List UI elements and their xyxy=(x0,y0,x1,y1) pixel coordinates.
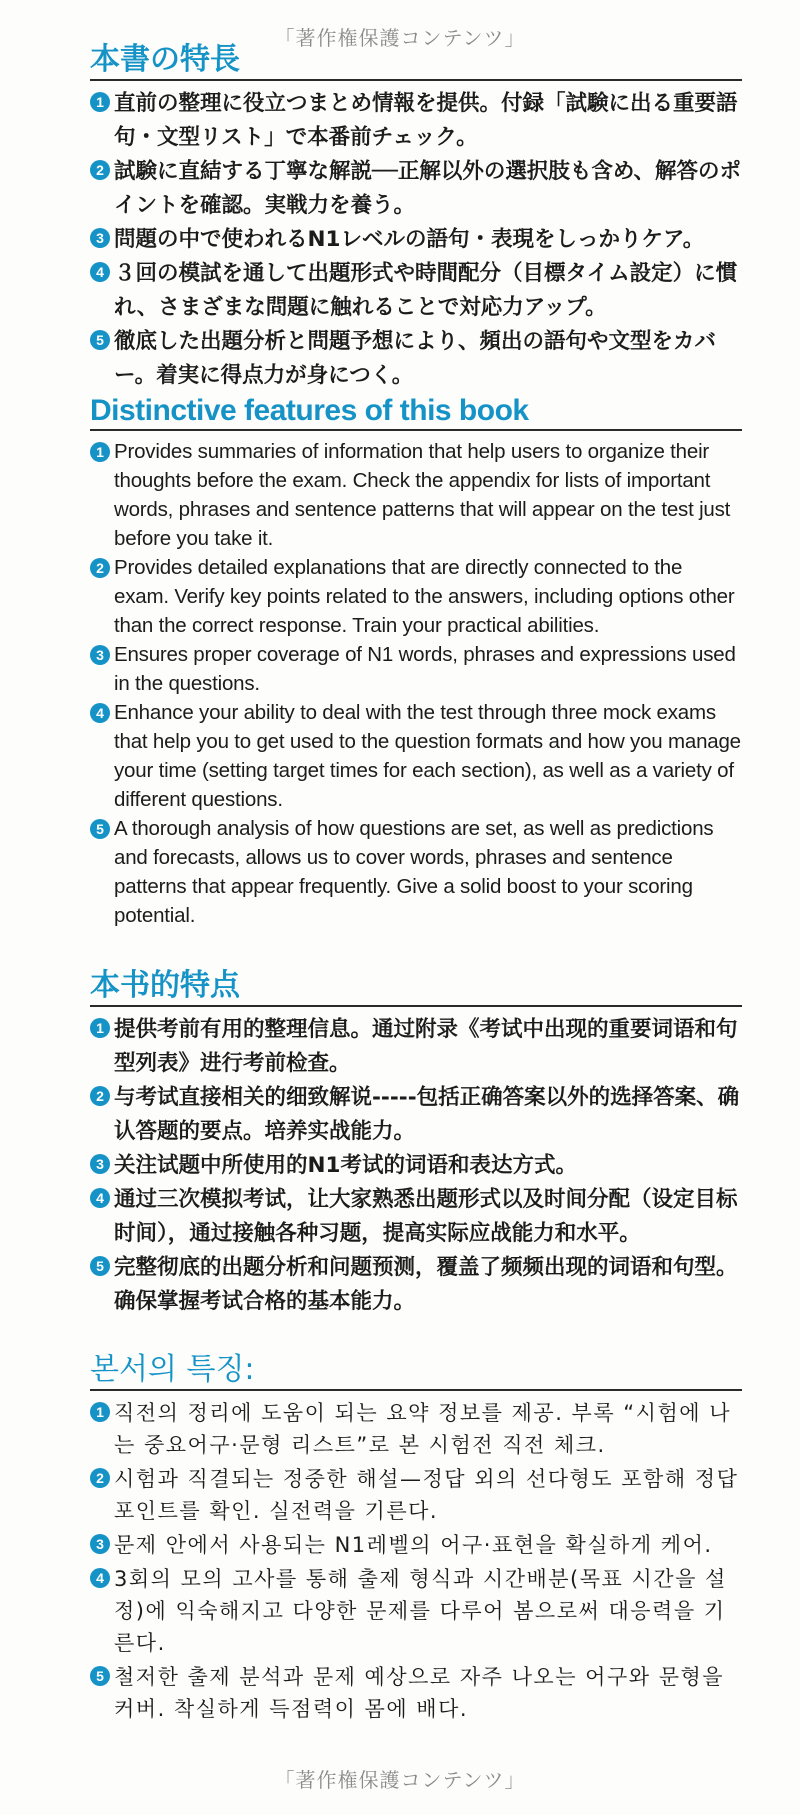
feature-text: 提供考前有用的整理信息。通过附录《考试中出现的重要词语和句型列表》进行考前检查。 xyxy=(114,1017,738,1076)
feature-item-en-3 xyxy=(90,640,742,698)
feature-text: 試験に直結する丁寧な解説──正解以外の選択肢も含め、解答のポイントを確認。実戦力を養う。 xyxy=(114,159,742,218)
section-chinese xyxy=(90,960,742,1319)
watermark-bottom: 「著作権保護コンテンツ」 xyxy=(274,1768,526,1792)
number-1-icon: 1 xyxy=(90,92,110,112)
feature-item-ja-1 xyxy=(90,87,742,155)
feature-item-zh-4 xyxy=(90,1183,742,1251)
feature-text: Provides summaries of information that help users to organize their thoughts before the exam. Check the appendix for lists of important words, phrases and sentence patterns that will appear on the test just before you take it. xyxy=(114,440,731,550)
feature-item-zh-1 xyxy=(90,1013,742,1081)
number-4-icon: 4 xyxy=(90,703,110,723)
section-heading-chinese: 本书的特点 xyxy=(90,960,742,1007)
feature-item-ja-5 xyxy=(90,325,742,393)
number-2-icon: 2 xyxy=(90,1468,110,1488)
feature-text: 与考试直接相关的细致解说-----包括正确答案以外的选择答案、确认答题的要点。培养实战能力。 xyxy=(114,1085,740,1144)
feature-text: 問題の中で使われるN1レベルの語句・表現をしっかりケア。 xyxy=(114,227,705,252)
feature-text: 完整彻底的出题分析和问题预测，覆盖了频频出现的词语和句型。确保掌握考试合格的基本能力。 xyxy=(114,1255,738,1314)
number-3-icon: 3 xyxy=(90,228,110,248)
number-1-icon: 1 xyxy=(90,1402,110,1422)
feature-item-en-4 xyxy=(90,698,742,814)
number-2-icon: 2 xyxy=(90,1086,110,1106)
number-5-icon: 5 xyxy=(90,330,110,350)
watermark-top: 「著作権保護コンテンツ」 xyxy=(274,26,526,50)
feature-text: 문제 안에서 사용되는 N1레벨의 어구·표현을 확실하게 케어. xyxy=(114,1533,713,1557)
feature-text: 철저한 출제 분석과 문제 예상으로 자주 나오는 어구와 문형을 커버. 착실하게 득점력이 몸에 배다. xyxy=(114,1665,725,1721)
feature-item-en-5 xyxy=(90,814,742,930)
number-2-icon: 2 xyxy=(90,160,110,180)
feature-text: 직전의 정리에 도움이 되는 요약 정보를 제공. 부록 “시험에 나는 중요어구·문형 리스트”로 본 시험전 직전 체크. xyxy=(114,1401,731,1457)
number-5-icon: 5 xyxy=(90,1256,110,1276)
feature-text: 通过三次模拟考试，让大家熟悉出题形式以及时间分配（设定目标时间），通过接触各种习题，提高实际应战能力和水平。 xyxy=(114,1187,738,1246)
section-heading-korean: 본서의 특징: xyxy=(90,1344,742,1391)
feature-text: 直前の整理に役立つまとめ情報を提供。付録「試験に出る重要語句・文型リスト」で本番前チェック。 xyxy=(114,91,738,150)
number-5-icon: 5 xyxy=(90,819,110,839)
feature-item-en-1 xyxy=(90,437,742,553)
section-heading-japanese: 本書の特長 xyxy=(90,34,742,81)
feature-item-ko-1 xyxy=(90,1397,742,1461)
number-5-icon: 5 xyxy=(90,1666,110,1686)
feature-item-zh-5 xyxy=(90,1251,742,1319)
feature-text: ３回の模試を通して出題形式や時間配分（目標タイム設定）に慣れ、さまざまな問題に触れることで対応力アップ。 xyxy=(114,261,738,320)
number-3-icon: 3 xyxy=(90,1154,110,1174)
number-3-icon: 3 xyxy=(90,1534,110,1554)
feature-text: Provides detailed explanations that are directly connected to the exam. Verify key points related to the answers, including options other than the correct response. Train your practical abilities. xyxy=(114,556,735,637)
feature-item-ko-5 xyxy=(90,1661,742,1725)
feature-item-ja-2 xyxy=(90,155,742,223)
number-1-icon: 1 xyxy=(90,1018,110,1038)
section-heading-english: Distinctive features of this book xyxy=(90,394,742,431)
section-korean xyxy=(90,1344,742,1727)
number-4-icon: 4 xyxy=(90,1568,110,1588)
feature-item-ja-4 xyxy=(90,257,742,325)
number-4-icon: 4 xyxy=(90,262,110,282)
feature-text: 3회의 모의 고사를 통해 출제 형식과 시간배분(목표 시간을 설정)에 익숙해지고 다양한 문제를 다루어 봄으로써 대응력을 기른다. xyxy=(114,1567,727,1655)
section-japanese xyxy=(90,34,742,393)
feature-item-en-2 xyxy=(90,553,742,640)
feature-text: 徹底した出題分析と問題予想により、頻出の語句や文型をカバー。着実に得点力が身につく。 xyxy=(114,329,717,388)
feature-item-zh-3 xyxy=(90,1149,742,1183)
number-1-icon: 1 xyxy=(90,442,110,462)
feature-item-ko-4 xyxy=(90,1563,742,1659)
section-english xyxy=(90,394,742,930)
feature-text: 시험과 직결되는 정중한 해설—정답 외의 선다형도 포함해 정답 포인트를 확인. 실전력을 기른다. xyxy=(114,1467,739,1523)
feature-item-zh-2 xyxy=(90,1081,742,1149)
feature-text: Ensures proper coverage of N1 words, phrases and expressions used in the questions. xyxy=(114,643,736,695)
feature-text: A thorough analysis of how questions are set, as well as predictions and forecasts, allows us to cover words, phrases and sentence patterns that appear frequently. Give a solid boost to your scoring potential. xyxy=(114,817,714,927)
feature-item-ja-3 xyxy=(90,223,742,257)
number-3-icon: 3 xyxy=(90,645,110,665)
feature-text: Enhance your ability to deal with the test through three mock exams that help you to get used to the question formats and how you manage your time (setting target times for each section), as well as a variety of different questions. xyxy=(114,701,741,811)
feature-item-ko-3 xyxy=(90,1529,742,1561)
number-2-icon: 2 xyxy=(90,558,110,578)
feature-text: 关注试题中所使用的N1考试的词语和表达方式。 xyxy=(114,1153,577,1178)
number-4-icon: 4 xyxy=(90,1188,110,1208)
feature-item-ko-2 xyxy=(90,1463,742,1527)
